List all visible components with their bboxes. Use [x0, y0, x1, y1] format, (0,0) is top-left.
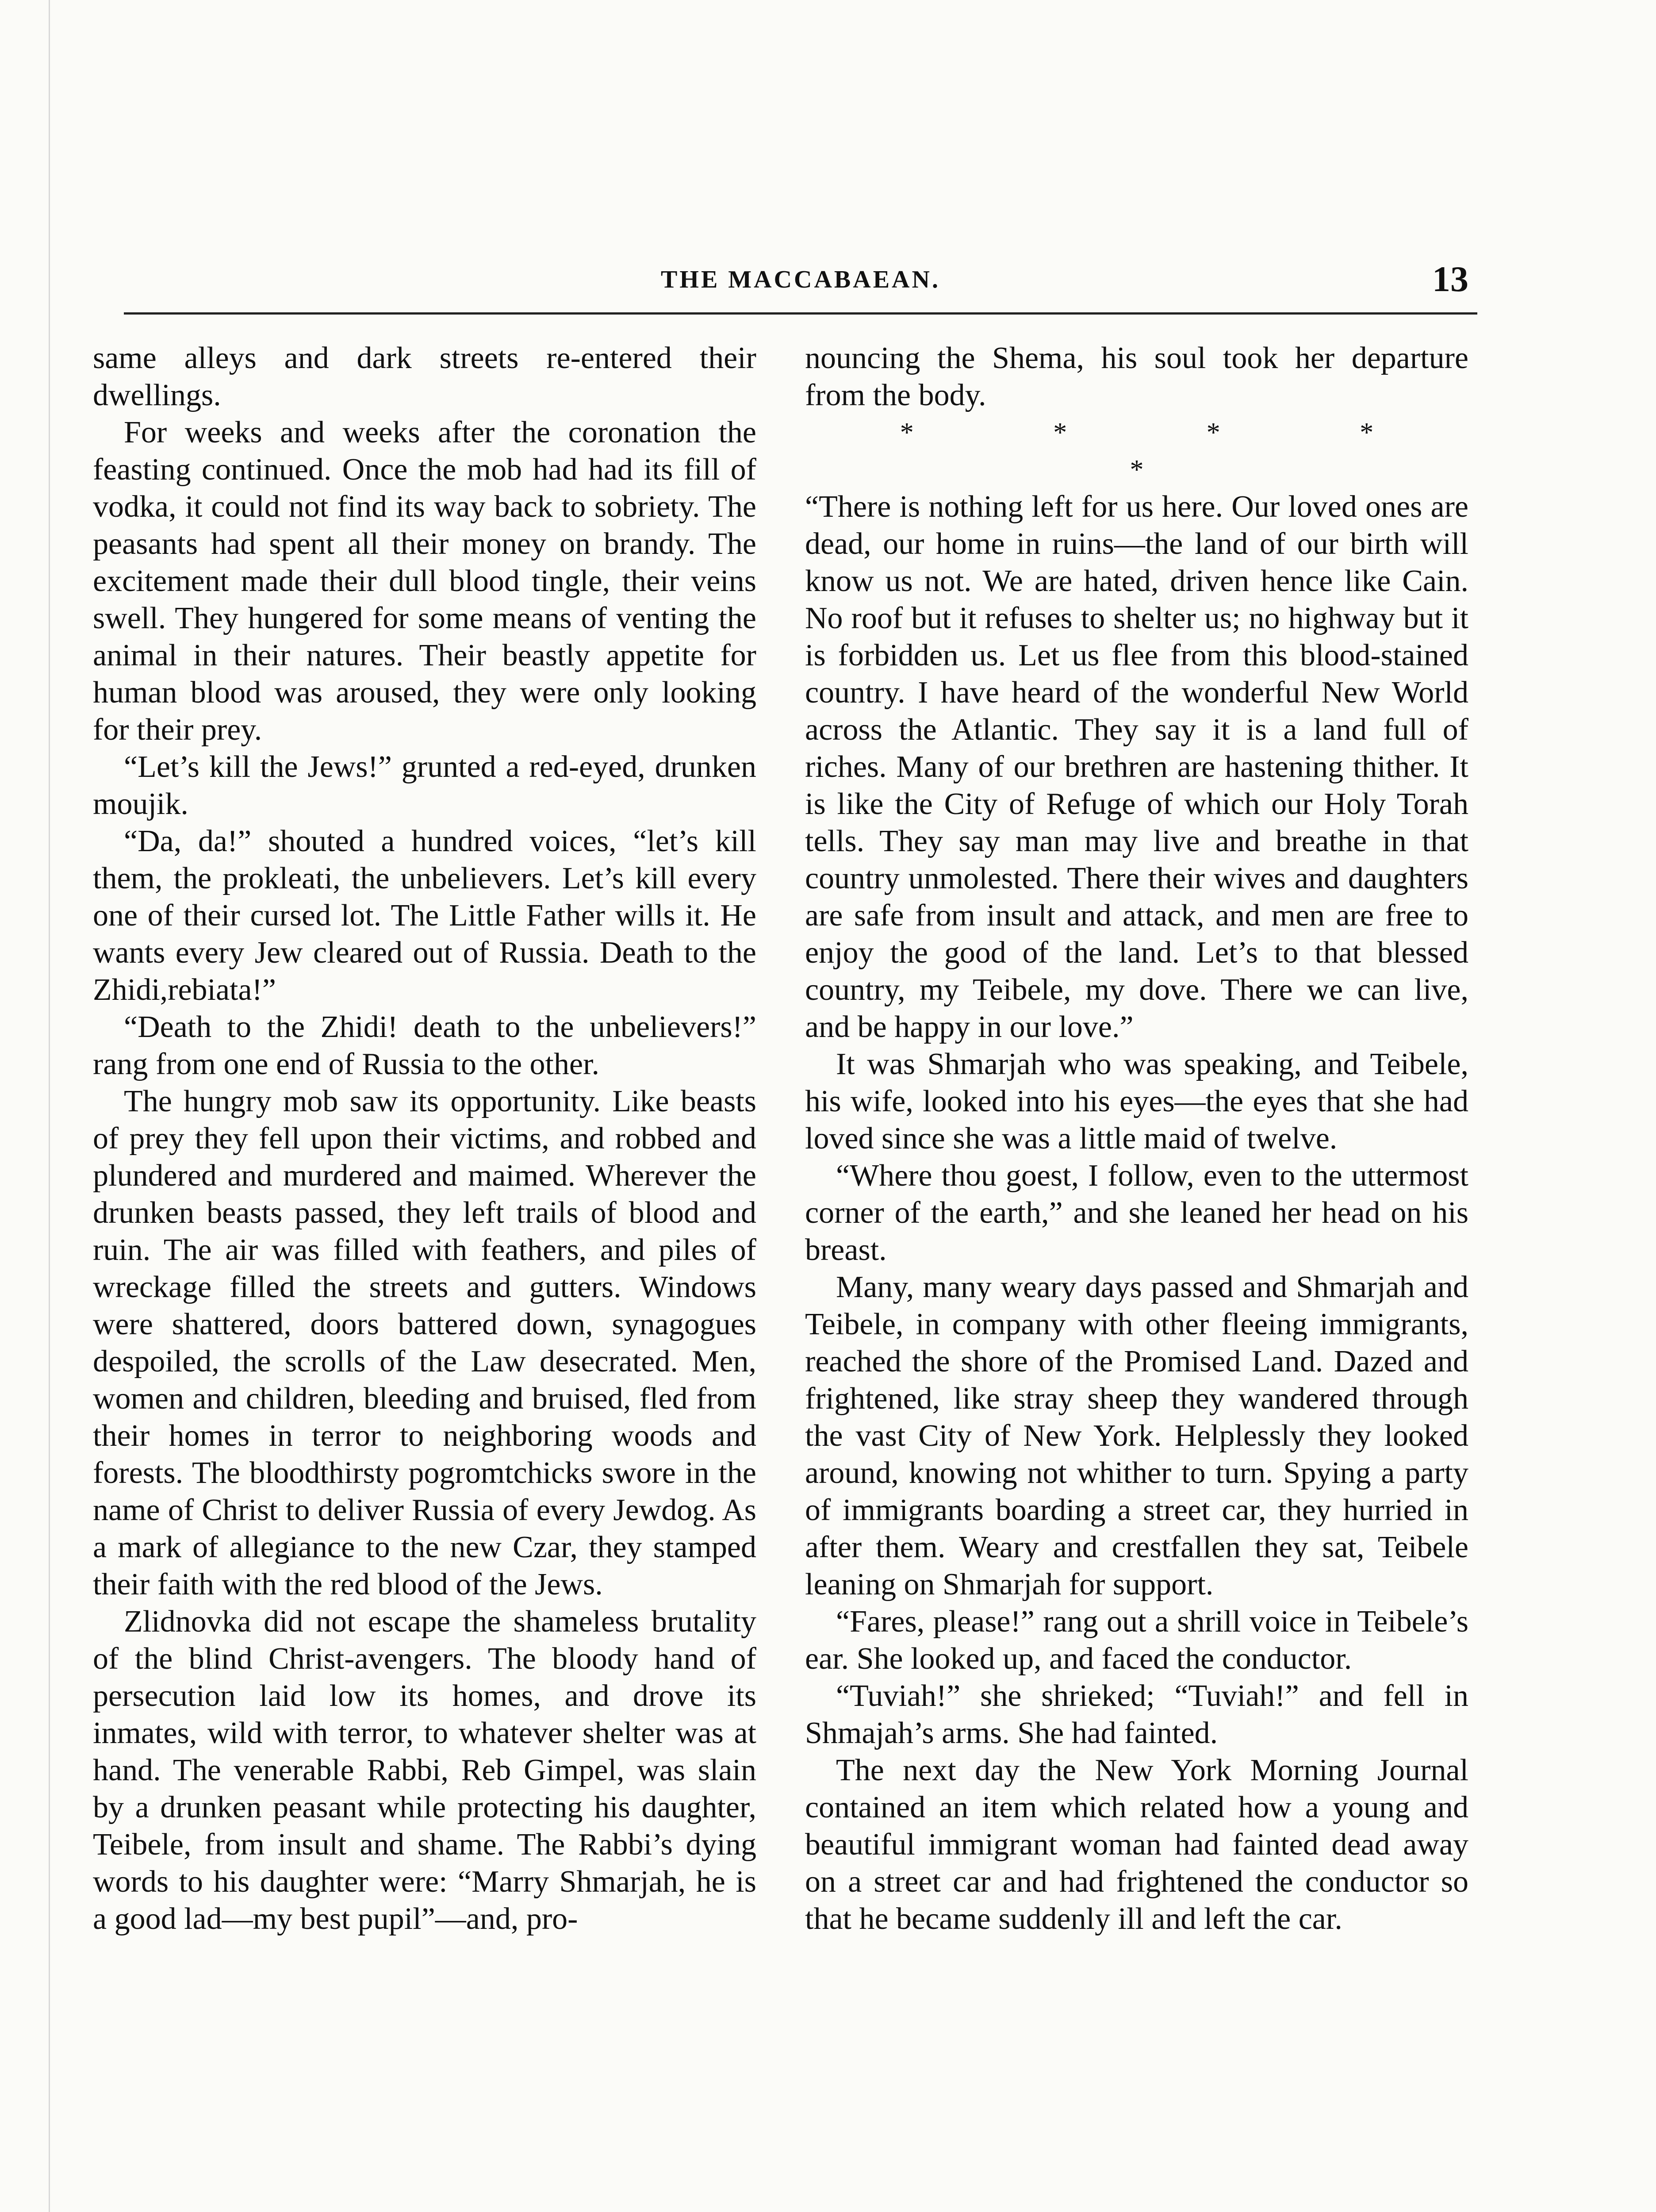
running-head: THE MACCABAEAN. [661, 266, 940, 293]
paragraph: “There is nothing left for us here. Our loved ones are dead, our home in ruins—the land of our birth will know us not. We are hated, driven hence like Cain. No roof but it refuses to shelter us; no highway but it is forbidden us. Let us flee from this blood-stained country. I have heard of the wonderful New World across the Atlantic. They say it is a land full of riches. Many of our brethren are hastening thither. It is like the City of Refuge of which our Holy Torah tells. They say man may live and breathe in that country unmolested. There their wives and daughters are safe from insult and attack, and men are free to enjoy the good of the land. Let’s to that blessed country, my Teibele, my dove. There we can live, and be happy in our love.” [805, 490, 1468, 1044]
paragraph: “Da, da!” shouted a hundred voices, “let’s kill them, the prokleati, the unbelievers. Let’s kill every one of their cursed lot. The Little Father wills it. He wants every Jew cleared out of Russia. Death to the Zhidi,rebiata!” [93, 824, 756, 1007]
paragraph: The hungry mob saw its opportunity. Like beasts of prey they fell upon their victims, and robbed and plundered and murdered and maimed. Wherever the drunken beasts passed, they left trails of blood and ruin. The air was filled with feathers, and piles of wreckage filled the streets and gutters. Windows were shattered, doors battered down, synagogues despoiled, the scrolls of the Law desecrated. Men, women and children, bleeding and bruised, fled from their homes in terror to neighboring woods and forests. The bloodthirsty pogromtchicks swore in the name of Christ to deliver Russia of every Jewdog. As a mark of allegiance to the new Czar, they stamped their faith with the red blood of the Jews. [93, 1084, 756, 1601]
right-column [805, 340, 1468, 1938]
section-break-stars: * * * * * [900, 418, 1440, 485]
header-rule [124, 312, 1477, 315]
paragraph: It was Shmarjah who was speaking, and Teibele, his wife, looked into his eyes—the eyes that she had loved since she was a little maid of twelve. [805, 1047, 1468, 1156]
paragraph: nouncing the Shema, his soul took her departure from the body. [805, 341, 1468, 412]
page-number: 13 [1432, 259, 1468, 299]
left-column [93, 340, 756, 1938]
paragraph: same alleys and dark streets re-entered their dwellings. [93, 341, 756, 412]
paragraph: Many, many weary days passed and Shmarjah and Teibele, in company with other fleeing immigrants, reached the shore of the Promised Land. Dazed and frightened, like stray sheep they wandered through the vast City of New York. Helplessly they looked around, knowing not whither to turn. Spying a party of immigrants boarding a street car, they hurried in after them. Weary and crestfallen they sat, Teibele leaning on Shmarjah for support. [805, 1270, 1468, 1601]
scan-margin-line [49, 0, 50, 2212]
paragraph: “Fares, please!” rang out a shrill voice in Teibele’s ear. She looked up, and faced the conductor. [805, 1605, 1468, 1676]
paragraph: “Death to the Zhidi! death to the unbelievers!” rang from one end of Russia to the other. [93, 1010, 756, 1081]
paragraph: The next day the New York Morning Journal contained an item which related how a young and beautiful immigrant woman had fainted dead away on a street car and had frightened the conductor so that he became suddenly ill and left the car. [805, 1753, 1468, 1936]
paragraph: Zlidnovka did not escape the shameless brutality of the blind Christ-avengers. The bloody hand of persecution laid low its homes, and drove its inmates, wild with terror, to whatever shelter was at hand. The venerable Rabbi, Reb Gimpel, was slain by a drunken peasant while protecting his daughter, Teibele, from insult and shame. The Rabbi’s dying words to his daughter were: “Marry Shmarjah, he is a good lad—my best pupil”—and, pro- [93, 1605, 756, 1936]
paragraph: “Where thou goest, I follow, even to the uttermost corner of the earth,” and she leaned her head on his breast. [805, 1159, 1468, 1267]
paragraph: “Let’s kill the Jews!” grunted a red-eyed, drunken moujik. [93, 750, 756, 821]
page-header [124, 259, 1477, 310]
paragraph: “Tuviah!” she shrieked; “Tuviah!” and fell in Shmajah’s arms. She had fainted. [805, 1679, 1468, 1750]
paragraph: For weeks and weeks after the coronation the feasting continued. Once the mob had had its fill of vodka, it could not find its way back to sobriety. The peasants had spent all their money on brandy. The excitement made their dull blood tingle, their veins swell. They hungered for some means of venting the animal in their natures. Their beastly appetite for human blood was aroused, they were only looking for their prey. [93, 415, 756, 747]
